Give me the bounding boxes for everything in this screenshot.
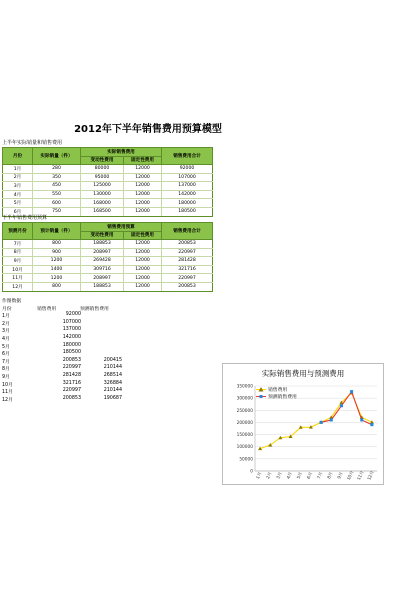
table-cell: 208997 — [81, 274, 124, 283]
table-cell: 269428 — [81, 257, 124, 266]
plot-data-cell: 220997 — [62, 388, 81, 394]
table-cell: 7月 — [3, 240, 33, 249]
plot-data-cell: 4月 — [2, 336, 10, 342]
plot-data-cell: 11月 — [2, 390, 13, 396]
plot-data-cell: 12月 — [2, 397, 13, 403]
x-tick-label: 6月 — [306, 471, 315, 481]
legend-marker-triangle — [256, 386, 266, 393]
table-cell: 12000 — [124, 199, 162, 208]
plot-data-cell: 1月 — [2, 314, 10, 320]
table-cell: 1200 — [33, 274, 81, 283]
header-fixed: 固定性费用 — [124, 156, 162, 165]
plot-data-cell: 7月 — [2, 359, 10, 365]
x-tick-label: 11月 — [356, 470, 366, 482]
chart-legend — [256, 386, 297, 400]
x-tick-label: 7月 — [316, 471, 325, 481]
plot-data-cell: 281428 — [62, 372, 81, 378]
actual-section-label: 上半年实际销量和销售费用 — [2, 140, 63, 146]
plot-data-cell: 142000 — [62, 334, 81, 340]
table-cell: 3月 — [3, 182, 33, 191]
table-cell: 220997 — [162, 248, 213, 257]
plot-data-cell: 268514 — [103, 372, 122, 378]
plot-data-cell: 137000 — [62, 327, 81, 333]
table-cell: 12000 — [124, 257, 162, 266]
header-sales-qty: 实际销量（件） — [33, 148, 81, 165]
table-cell: 168500 — [81, 207, 124, 216]
table-row — [3, 240, 213, 249]
table-cell: 309716 — [81, 265, 124, 274]
plot-data-cell: 200853 — [62, 357, 81, 363]
plot-data-cell: 210144 — [103, 388, 122, 394]
y-tick-label: 300000 — [236, 396, 253, 402]
x-tick-label: 9月 — [337, 471, 345, 481]
plot-data-cell: 210144 — [103, 365, 122, 371]
table-cell: 12月 — [3, 282, 33, 291]
table-cell: 208997 — [81, 248, 124, 257]
forecast-section-label: 下半年销售费用预算 — [2, 215, 48, 221]
data-point — [370, 423, 373, 426]
table-cell: 12000 — [124, 265, 162, 274]
table-row — [3, 248, 213, 257]
table-cell: 12000 — [124, 190, 162, 199]
table-row — [3, 199, 213, 208]
forecast-budget-table — [2, 222, 213, 292]
table-row — [3, 265, 213, 274]
header-total: 销售费用合计 — [162, 148, 213, 165]
table-cell: 142000 — [162, 190, 213, 199]
plot-data-cell: 92000 — [65, 312, 81, 318]
data-point — [350, 390, 353, 393]
table-cell: 350 — [33, 173, 81, 182]
table-row — [3, 190, 213, 199]
table-cell: 5月 — [3, 199, 33, 208]
plot-data-cell: 326884 — [103, 380, 122, 386]
table-cell: 281428 — [162, 257, 213, 266]
y-tick-label: 150000 — [236, 433, 253, 439]
table-cell: 12000 — [124, 165, 162, 174]
table-cell: 12000 — [124, 282, 162, 291]
header-month: 月份 — [3, 148, 33, 165]
table-cell: 12000 — [124, 240, 162, 249]
table-cell: 11月 — [3, 274, 33, 283]
legend-marker-square — [256, 393, 266, 400]
legend-label: 预测销售费用 — [268, 395, 297, 400]
plot-data-cell: 107000 — [62, 319, 81, 325]
header-month: 预测月份 — [3, 223, 33, 240]
legend-item-actual — [256, 386, 297, 393]
header-sales-qty: 预计销量（件） — [33, 223, 81, 240]
y-tick-label: 0 — [250, 469, 253, 475]
data-point — [360, 418, 363, 421]
table-cell: 125000 — [81, 182, 124, 191]
table-row — [3, 257, 213, 266]
table-cell: 800 — [33, 240, 81, 249]
table-row — [3, 182, 213, 191]
x-tick-label: 12月 — [367, 470, 376, 482]
table-cell: 321716 — [162, 265, 213, 274]
table-cell: 4月 — [3, 190, 33, 199]
table-cell: 8月 — [3, 248, 33, 257]
y-tick-label: 200000 — [236, 420, 253, 426]
table-cell: 200853 — [162, 282, 213, 291]
y-tick-label: 350000 — [236, 384, 253, 390]
chart-title: 实际销售费用与预测费用 — [261, 369, 345, 378]
data-point — [340, 404, 343, 407]
data-point — [330, 418, 333, 421]
x-tick-label: 3月 — [276, 471, 284, 481]
table-cell: 800 — [33, 282, 81, 291]
page-title: 2012年下半年销售费用预算模型 — [74, 124, 222, 135]
x-tick-label: 1月 — [255, 471, 264, 481]
y-tick-label: 100000 — [236, 445, 253, 451]
plot-data-cell: 2月 — [2, 321, 10, 327]
legend-item-forecast — [256, 393, 297, 400]
table-cell: 130000 — [81, 190, 124, 199]
y-tick-label: 50000 — [239, 457, 253, 463]
plot-data-cell: 9月 — [2, 374, 10, 380]
table-cell: 180500 — [162, 207, 213, 216]
table-cell: 92000 — [162, 165, 213, 174]
table-cell: 750 — [33, 207, 81, 216]
plot-data-cell: 190687 — [103, 395, 122, 401]
table-cell: 2月 — [3, 173, 33, 182]
table-cell: 95000 — [81, 173, 124, 182]
table-cell: 6月 — [3, 207, 33, 216]
table-cell: 12000 — [124, 207, 162, 216]
table-cell: 180000 — [162, 199, 213, 208]
series-line-2 — [321, 392, 372, 425]
plot-data-cell: 200853 — [62, 395, 81, 401]
line-chart — [222, 363, 384, 485]
plot-data-cell: 180000 — [62, 342, 81, 348]
table-cell: 188853 — [81, 282, 124, 291]
legend-label: 销售费用 — [268, 388, 288, 393]
table-cell: 188853 — [81, 240, 124, 249]
table-cell: 200853 — [162, 240, 213, 249]
table-cell: 9月 — [3, 257, 33, 266]
plot-header-cost: 销售费用 — [37, 306, 57, 312]
plot-data-cell: 10月 — [2, 382, 13, 388]
table-row — [3, 165, 213, 174]
x-tick-label: 10月 — [346, 470, 356, 482]
plot-data-cell: 3月 — [2, 329, 10, 335]
table-cell: 220997 — [162, 274, 213, 283]
plot-data-cell: 5月 — [2, 344, 10, 350]
table-cell: 168000 — [81, 199, 124, 208]
table-cell: 12000 — [124, 173, 162, 182]
x-tick-label: 5月 — [296, 471, 305, 481]
table-row — [3, 274, 213, 283]
data-point — [320, 421, 323, 424]
x-tick-label: 4月 — [286, 471, 294, 481]
table-row — [3, 173, 213, 182]
plot-data-cell: 220997 — [62, 365, 81, 371]
table-cell: 10月 — [3, 265, 33, 274]
table-row — [3, 282, 213, 291]
table-cell: 450 — [33, 182, 81, 191]
header-fixed: 固定性费用 — [124, 231, 162, 240]
table-cell: 280 — [33, 165, 81, 174]
table-cell: 1月 — [3, 165, 33, 174]
plot-data-cell: 8月 — [2, 367, 10, 373]
x-tick-label: 2月 — [266, 471, 274, 481]
plot-data-cell: 200415 — [103, 357, 122, 363]
header-variable: 变动性费用 — [81, 231, 124, 240]
header-group: 销售费用预算 — [81, 223, 162, 232]
table-cell: 107000 — [162, 173, 213, 182]
y-tick-label: 250000 — [236, 408, 253, 414]
plot-data-label: 作图数据 — [2, 299, 22, 304]
table-cell: 12000 — [124, 274, 162, 283]
table-cell: 1400 — [33, 265, 81, 274]
x-tick-label: 8月 — [327, 471, 335, 481]
table-cell: 1200 — [33, 257, 81, 266]
table-cell: 80000 — [81, 165, 124, 174]
header-total: 销售费用合计 — [162, 223, 213, 240]
table-cell: 12000 — [124, 248, 162, 257]
header-group: 实际销售费用 — [81, 148, 162, 157]
table-cell: 137000 — [162, 182, 213, 191]
plot-data-cell: 321716 — [62, 380, 81, 386]
plot-data-cell: 6月 — [2, 352, 10, 358]
table-cell: 600 — [33, 199, 81, 208]
chart-plot-area — [223, 364, 383, 484]
header-variable: 变动性费用 — [81, 156, 124, 165]
table-cell: 900 — [33, 248, 81, 257]
plot-data-cell: 180500 — [62, 350, 81, 356]
plot-header-forecast: 预测销售费用 — [80, 306, 109, 312]
table-cell: 550 — [33, 190, 81, 199]
actual-sales-table — [2, 147, 213, 217]
plot-header-month: 月份 — [2, 306, 12, 312]
table-cell: 12000 — [124, 182, 162, 191]
